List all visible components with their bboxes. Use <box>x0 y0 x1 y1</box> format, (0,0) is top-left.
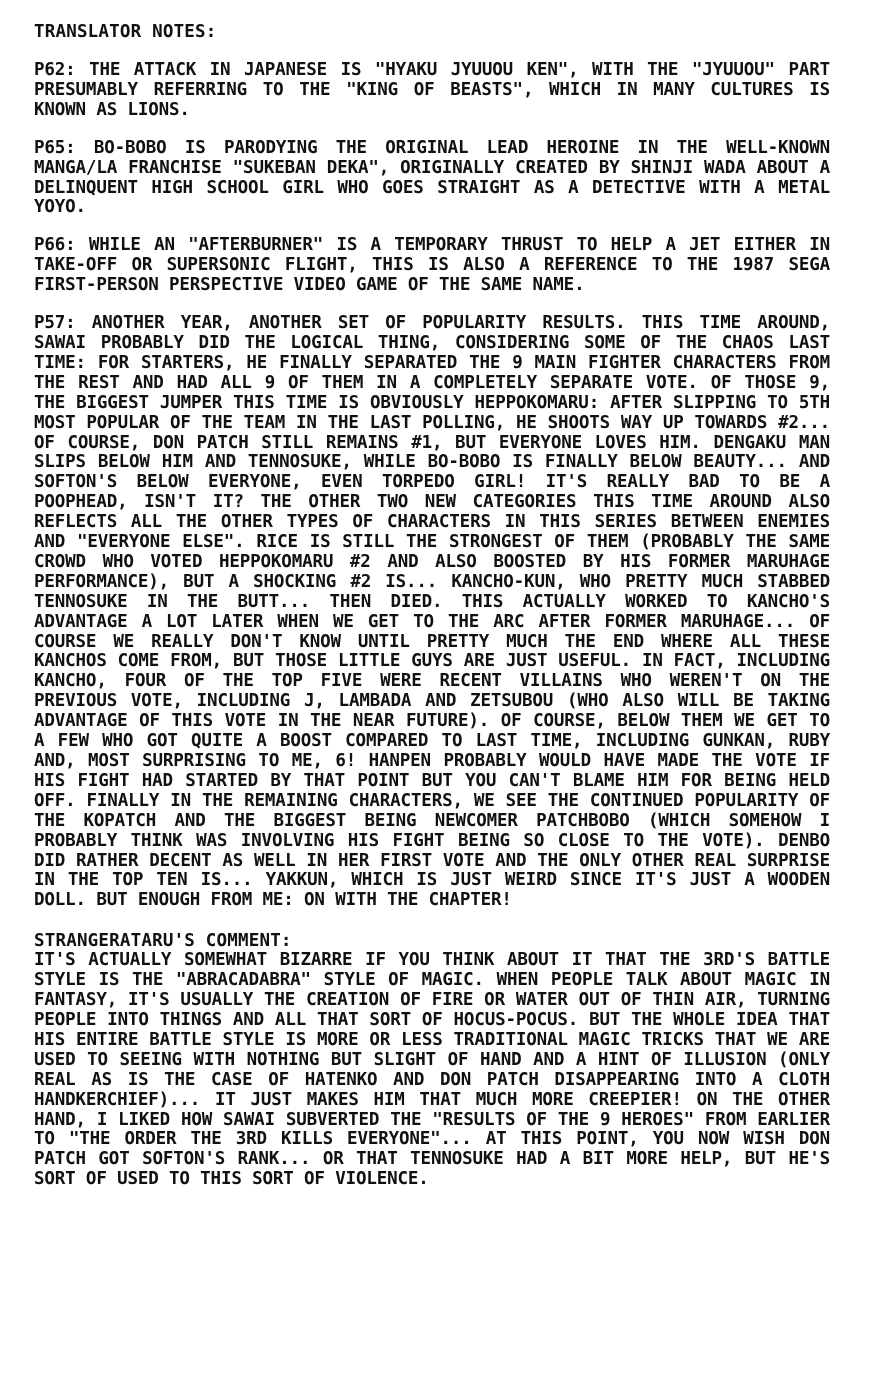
comment-body: IT'S ACTUALLY SOMEWHAT BIZARRE IF YOU THINK ABOUT IT THAT THE 3RD'S BATTLE STYLE IS THE "ABRACADABRA" STYLE OF MAGIC. WHEN PEOPLE TALK ABOUT MAGIC IN FANTASY, IT'S USUALLY THE CREATION OF FIRE OR WATER OUT OF THIN AIR, TURNING PEOPLE INTO THINGS AND ALL THAT SORT OF HOCUS-POCUS. BUT THE WHOLE IDEA THAT HIS ENTIRE BATTLE STYLE IS MORE OR LESS TRADITIONAL MAGIC TRICKS THAT WE ARE USED TO SEEING WITH NOTHING BUT SLIGHT OF HAND AND A HINT OF ILLUSION (ONLY REAL AS IS THE CASE OF HATENKO AND DON PATCH DISAPPEARING INTO A CLOTH HANDKERCHIEF)... IT JUST MAKES HIM THAT MUCH MORE CREEPIER! ON THE OTHER HAND, I LIKED HOW SAWAI SUBVERTED THE "RESULTS OF THE 9 HEROES" FROM EARLIER TO "THE ORDER THE 3RD KILLS EVERYONE"... AT THIS POINT, YOU NOW WISH DON PATCH GOT SOFTON'S RANK... OR THAT TENNOSUKE HAD A BIT MORE HELP, BUT HE'S SORT OF USED TO THIS SORT OF VIOLENCE. <box>34 950 830 1190</box>
notes-list <box>34 61 830 911</box>
note-p66: P66: WHILE AN "AFTERBURNER" IS A TEMPORARY THRUST TO HELP A JET EITHER IN TAKE-OFF OR SUPERSONIC FLIGHT, THIS IS ALSO A REFERENCE TO THE 1987 SEGA FIRST-PERSON PERSPECTIVE VIDEO GAME OF THE SAME NAME. <box>34 235 830 296</box>
comment-heading: STRANGERATARU'S COMMENT: <box>34 931 292 952</box>
note-p57: P57: ANOTHER YEAR, ANOTHER SET OF POPULARITY RESULTS. THIS TIME AROUND, SAWAI PROBABLY DID THE LOGICAL THING, CONSIDERING SOME OF THE CHAOS LAST TIME: FOR STARTERS, HE FINALLY SEPARATED THE 9 MAIN FIGHTER CHARACTERS FROM THE REST AND HAD ALL 9 OF THEM IN A COMPLETELY SEPARATE VOTE. OF THOSE 9, THE BIGGEST JUMPER THIS TIME IS OBVIOUSLY HEPPOKOMARU: AFTER SLIPPING TO 5TH MOST POPULAR OF THE TEAM IN THE LAST POLLING, HE SHOOTS WAY UP TOWARDS #2... OF COURSE, DON PATCH STILL REMAINS #1, BUT EVERYONE LOVES HIM. DENGAKU MAN SLIPS BELOW HIM AND TENNOSUKE, WHILE BO-BOBO IS FINALLY BELOW BEAUTY... AND SOFTON'S BELOW EVERYONE, EVEN TORPEDO GIRL! IT'S REALLY BAD TO BE A POOPHEAD, ISN'T IT? THE OTHER TWO NEW CATEGORIES THIS TIME AROUND ALSO REFLECTS ALL THE OTHER TYPES OF CHARACTERS IN THIS SERIES BETWEEN ENEMIES AND "EVERYONE ELSE". RICE IS STILL THE STRONGEST OF THEM (PROBABLY THE SAME CROWD WHO VOTED HEPPOKOMARU #2 AND ALSO BOOSTED BY HIS FORMER MARUHAGE PERFORMANCE), BUT A SHOCKING #2 IS... KANCHO-KUN, WHO PRETTY MUCH STABBED TENNOSUKE IN THE BUTT... THEN DIED. THIS ACTUALLY WORKED TO KANCHO'S ADVANTAGE A LOT LATER WHEN WE GET TO THE ARC AFTER FORMER MARUHAGE... OF COURSE WE REALLY DON'T KNOW UNTIL PRETTY MUCH THE END WHERE ALL THESE KANCHOS COME FROM, BUT THOSE LITTLE GUYS ARE JUST USEFUL. IN FACT, INCLUDING KANCHO, FOUR OF THE TOP FIVE WERE RECENT VILLAINS WHO WEREN'T ON THE PREVIOUS VOTE, INCLUDING J, LAMBADA AND ZETSUBOU (WHO ALSO WILL BE TAKING ADVANTAGE OF THIS VOTE IN THE NEAR FUTURE). OF COURSE, BELOW THEM WE GET TO A FEW WHO GOT QUITE A BOOST COMPARED TO LAST TIME, INCLUDING GUNKAN, RUBY AND, MOST SURPRISING TO ME, 6! HANPEN PROBABLY WOULD HAVE MADE THE VOTE IF HIS FIGHT HAD STARTED BY THAT POINT BUT YOU CAN'T BLAME HIM FOR BEING HELD OFF. FINALLY IN THE REMAINING CHARACTERS, WE SEE THE CONTINUED POPULARITY OF THE KOPATCH AND THE BIGGEST BEING NEWCOMER PATCHBOBO (WHICH SOMEHOW I PROBABLY THINK WAS INVOLVING HIS FIGHT BEING SO CLOSE TO THE VOTE). DENBO DID RATHER DECENT AS WELL IN HER FIRST VOTE AND THE ONLY OTHER REAL SURPRISE IN THE TOP TEN IS... YAKKUN, WHICH IS JUST WEIRD SINCE IT'S JUST A WOODEN DOLL. BUT ENOUGH FROM ME: ON WITH THE CHAPTER! <box>34 313 830 911</box>
page-title: TRANSLATOR NOTES: <box>34 22 217 42</box>
note-p62: P62: THE ATTACK IN JAPANESE IS "HYAKU JYUUOU KEN", WITH THE "JYUUOU" PART PRESUMABLY REFERRING TO THE "KING OF BEASTS", WHICH IN MANY CULTURES IS KNOWN AS LIONS. <box>34 60 830 120</box>
note-p65: P65: BO-BOBO IS PARODYING THE ORIGINAL LEAD HEROINE IN THE WELL-KNOWN MANGA/LA FRANCHISE "SUKEBAN DEKA", ORIGINALLY CREATED BY SHINJI WADA ABOUT A DELINQUENT HIGH SCHOOL GIRL WHO GOES STRAIGHT AS A DETECTIVE WITH A METAL YOYO. <box>34 137 830 218</box>
